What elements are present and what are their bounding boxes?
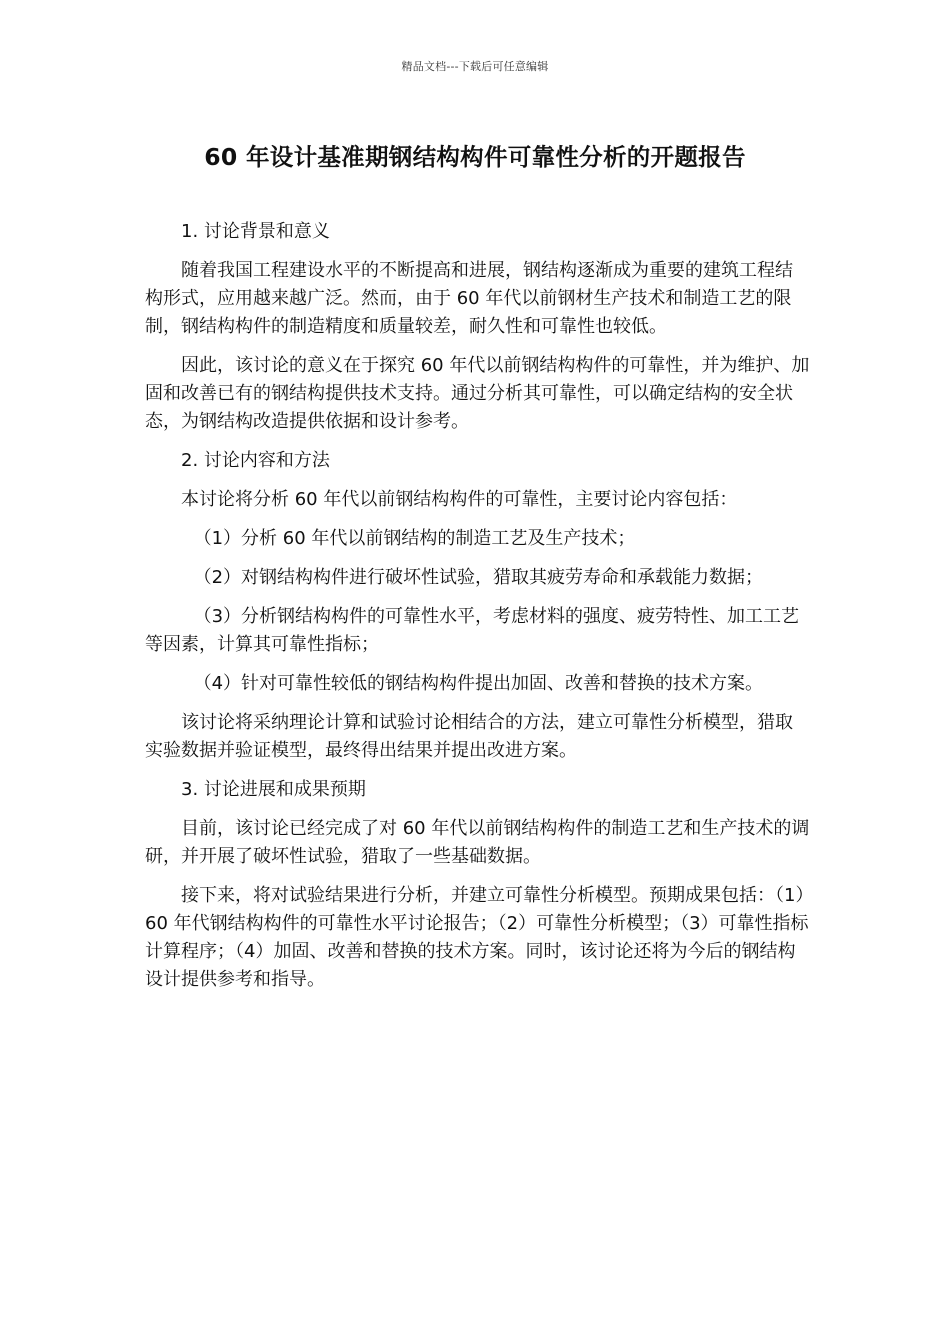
paragraph-significance: 因此，该讨论的意义在于探究 60 年代以前钢结构构件的可靠性，并为维护、加固和改善已有的钢结构提供技术支持。通过分析其可靠性，可以确定结构的安全状态，为钢结构改造提供依据和设计参考。 [145,355,810,432]
document-title: 60 年设计基准期钢结构构件可靠性分析的开题报告 [204,143,746,171]
section-heading-background: 1. 讨论背景和意义 [181,221,330,242]
document-body [145,218,810,1005]
paragraph-expected-results: 接下来，将对试验结果进行分析，并建立可靠性分析模型。预期成果包括：（1）60 年代钢结构构件的可靠性水平讨论报告；（2）可靠性分析模型；（3）可靠性指标计算程序；（4）加固、改善和替换的技术方案。同时，该讨论还将为今后的钢结构设计提供参考和指导。 [145,885,809,990]
list-item-1: （1）分析 60 年代以前钢结构的制造工艺及生产技术； [193,528,636,549]
list-item-2: （2）对钢结构构件进行破坏性试验，猎取其疲劳寿命和承载能力数据； [193,567,764,588]
section-heading-content: 2. 讨论内容和方法 [181,450,330,471]
paragraph-content-intro: 本讨论将分析 60 年代以前钢结构构件的可靠性，主要讨论内容包括： [181,489,738,510]
header-note: 精品文档---下载后可任意编辑 [401,60,549,73]
paragraph-progress: 目前，该讨论已经完成了对 60 年代以前钢结构构件的制造工艺和生产技术的调研，并开展了破坏性试验，猎取了一些基础数据。 [145,818,810,867]
paragraph-background: 随着我国工程建设水平的不断提高和进展，钢结构逐渐成为重要的建筑工程结构形式，应用越来越广泛。然而，由于 60 年代以前钢材生产技术和制造工艺的限制，钢结构构件的制造精度和质量较差，耐久性和可靠性也较低。 [145,260,793,337]
list-item-3: （3）分析钢结构构件的可靠性水平，考虑材料的强度、疲劳特性、加工工艺等因素，计算其可靠性指标； [145,606,800,655]
paragraph-method: 该讨论将采纳理论计算和试验讨论相结合的方法，建立可靠性分析模型，猎取实验数据并验证模型，最终得出结果并提出改进方案。 [145,712,793,761]
list-item-4: （4）针对可靠性较低的钢结构构件提出加固、改善和替换的技术方案。 [193,673,764,694]
section-heading-progress: 3. 讨论进展和成果预期 [181,779,366,800]
